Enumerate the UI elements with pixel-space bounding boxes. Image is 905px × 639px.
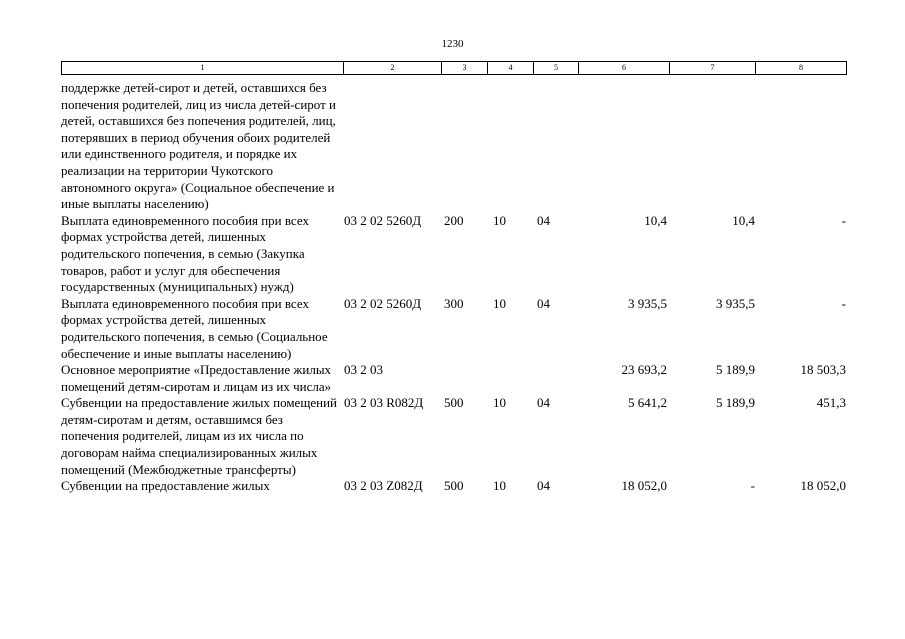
column-header-2: 2 [344,62,442,75]
row-total: 18 052,0 [621,478,667,494]
row-value-2 [755,80,846,213]
row-total: 10,4 [644,212,667,228]
row-code: 03 2 02 5260Д [344,212,422,228]
row-subsection: 04 [537,395,550,411]
column-header-8: 8 [756,62,847,75]
column-header-5: 5 [534,62,579,75]
row-subsection [533,362,578,395]
row-code: 03 2 03 R082Д [344,395,424,411]
column-header-row [62,62,847,75]
row-subsection: 04 [537,212,550,228]
row-name: Основное мероприятие «Предоставление жилых помещений детям-сиротам и лицам из их числа» [61,362,332,394]
row-expense-type: 500 [444,395,464,411]
row-value-2: - [841,295,846,311]
column-header-7: 7 [670,62,756,75]
row-value-2: 18 052,0 [800,478,846,494]
row-value-2: 18 503,3 [800,362,846,378]
table-row [61,213,846,296]
column-header-6: 6 [579,62,670,75]
row-name: поддержке детей-сирот и детей, оставшихся без попечения родителей, лиц из числа детей-сирот и детей, оставшихся без попечения родителей, лиц, потерявших в период обучения обоих родителей или единственного родителя, и порядке их реализации на территории Чукотского автономного округа» (Социальное обеспечение и иные выплаты населению) [61,80,337,212]
column-header-table [61,61,847,75]
row-expense-type: 300 [444,295,464,311]
row-section: 10 [493,295,506,311]
row-name: Выплата единовременного пособия при всех формах устройства детей, лишенных родительского попечения, в семью (Социальное обеспечение и иные выплаты населению) [61,295,328,361]
row-section [487,80,533,213]
column-header-1: 1 [62,62,344,75]
row-value-1: 3 935,5 [716,295,755,311]
row-expense-type: 500 [444,478,464,494]
row-value-1: 5 189,9 [716,395,755,411]
row-subsection: 04 [537,295,550,311]
row-total: 3 935,5 [628,295,667,311]
column-header-3: 3 [442,62,488,75]
row-code: 03 2 03 Z082Д [344,478,423,494]
row-name: Субвенции на предоставление жилых [61,478,270,494]
row-section: 10 [493,478,506,494]
row-value-1: - [750,478,755,494]
row-code: 03 2 03 [344,362,383,378]
row-subsection [533,80,578,213]
row-total [578,80,669,213]
row-value-2: - [841,212,846,228]
row-code [343,80,441,213]
row-subsection: 04 [537,478,550,494]
table-row [61,395,846,478]
row-value-1 [669,80,755,213]
table-row [61,478,846,495]
row-total: 5 641,2 [628,395,667,411]
row-expense-type: 200 [444,212,464,228]
row-section [487,362,533,395]
row-expense-type [441,362,487,395]
table-row [61,362,846,395]
row-expense-type [441,80,487,213]
column-header-4: 4 [488,62,534,75]
row-section: 10 [493,212,506,228]
table-row [61,80,846,213]
row-code: 03 2 02 5260Д [344,295,422,311]
row-value-2: 451,3 [816,395,846,411]
row-section: 10 [493,395,506,411]
table-row [61,296,846,362]
budget-table [61,80,846,495]
row-total: 23 693,2 [621,362,667,378]
row-value-1: 10,4 [732,212,755,228]
row-name: Субвенции на предоставление жилых помещений детям-сиротам и детям, оставшимся без попечения родителей, лицам из их числа по договорам найма специализированных жилых помещений (Межбюджетные трансферты) [61,395,337,477]
row-value-1: 5 189,9 [716,362,755,378]
row-name: Выплата единовременного пособия при всех формах устройства детей, лишенных родительского попечения, в семью (Закупка товаров, работ и услуг для обеспечения государственных (муниципальных) нужд) [61,212,309,295]
page-number: 1230 [441,38,464,50]
